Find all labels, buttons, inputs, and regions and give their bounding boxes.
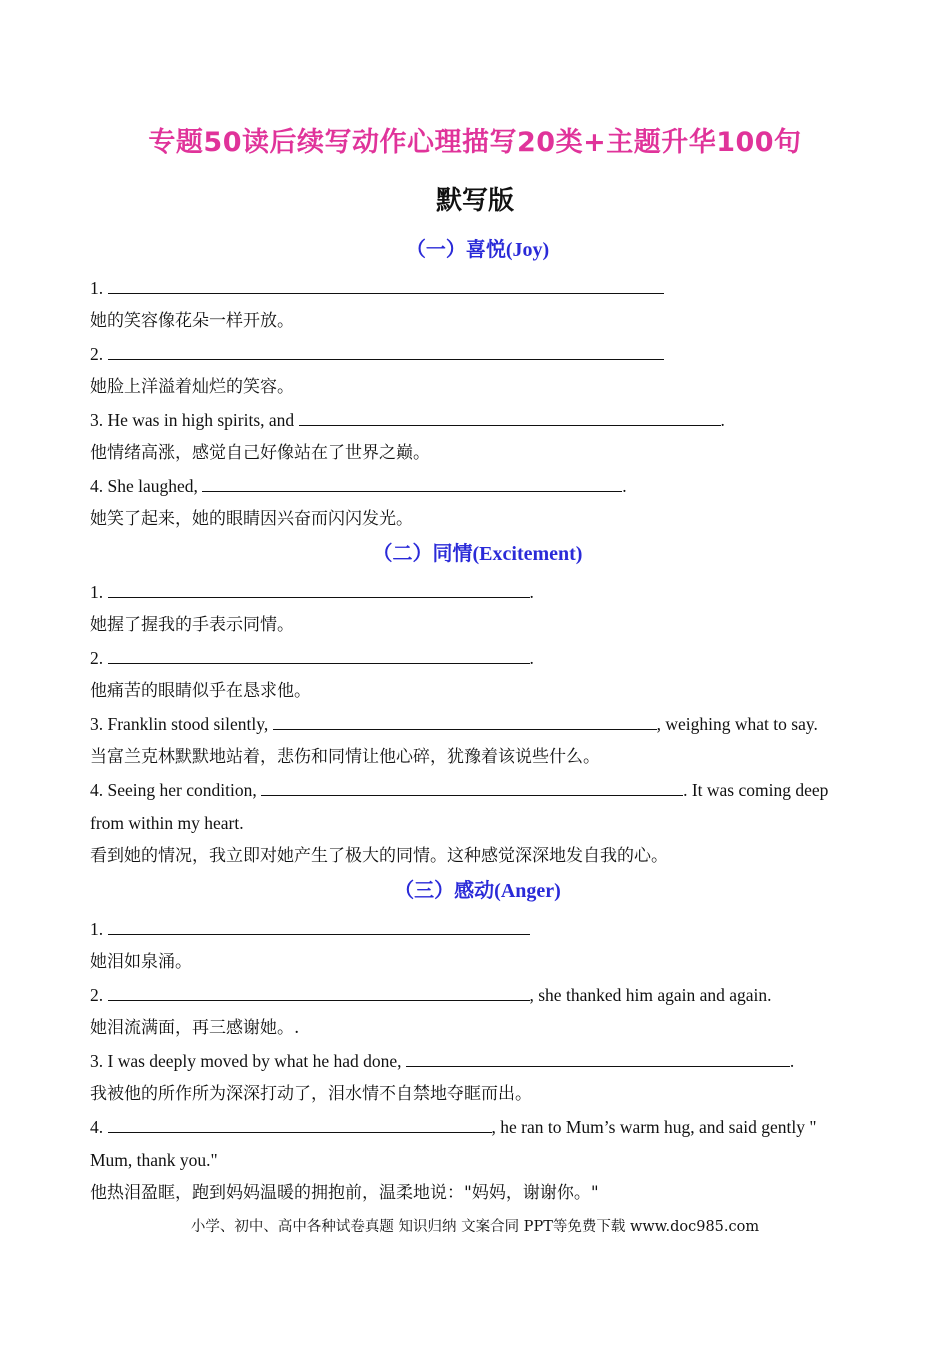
chinese-prompt: 她泪流满面，再三感谢她。. [90, 1018, 300, 1038]
answer-blank[interactable] [108, 1114, 492, 1133]
exercise-line-continuation: from within my heart. [90, 813, 244, 833]
answer-blank[interactable] [202, 473, 622, 492]
page-footer: 小学、初中、高中各种试卷真题 知识归纳 文案合同 PPT等免费下载 www.doc985.com [190, 1219, 760, 1235]
answer-blank[interactable] [108, 579, 530, 598]
answer-blank[interactable] [261, 777, 683, 796]
section-heading-sympathy: （二）同情(Excitement) [372, 541, 583, 565]
chinese-prompt: 她脸上洋溢着灿烂的笑容。 [90, 377, 294, 397]
exercise-line: 3. Franklin stood silently, , weighing what to say. [90, 708, 865, 741]
chinese-prompt: 他痛苦的眼睛似乎在恳求他。 [90, 681, 311, 701]
exercise-line: 2. , she thanked him again and again. [90, 979, 865, 1012]
answer-blank[interactable] [108, 341, 664, 360]
exercise-line: 3. I was deeply moved by what he had done, . [90, 1045, 865, 1078]
chinese-prompt: 我被他的所作所为深深打动了，泪水情不自禁地夺眶而出。 [90, 1084, 532, 1104]
document-title: 专题50读后续写动作心理描写20类+主题升华100句 [148, 127, 802, 158]
chinese-prompt: 他热泪盈眶，跑到妈妈温暖的拥抱前，温柔地说："妈妈，谢谢你。" [90, 1183, 599, 1203]
section-heading-joy: （一）喜悦(Joy) [405, 237, 550, 261]
chinese-prompt: 她笑了起来，她的眼睛因兴奋而闪闪发光。 [90, 509, 413, 529]
section-heading-moved: （三）感动(Anger) [394, 878, 561, 902]
answer-blank[interactable] [273, 711, 657, 730]
chinese-prompt: 她泪如泉涌。 [90, 952, 192, 972]
exercise-line: 1. . [90, 576, 865, 609]
answer-blank[interactable] [108, 645, 530, 664]
chinese-prompt: 她握了握我的手表示同情。 [90, 615, 294, 635]
exercise-line: 2. [90, 338, 865, 371]
answer-blank[interactable] [299, 407, 721, 426]
chinese-prompt: 她的笑容像花朵一样开放。 [90, 311, 294, 331]
chinese-prompt: 看到她的情况，我立即对她产生了极大的同情。这种感觉深深地发自我的心。 [90, 846, 668, 866]
answer-blank[interactable] [108, 275, 664, 294]
exercise-line: 4. She laughed, . [90, 470, 865, 503]
chinese-prompt: 当富兰克林默默地站着，悲伤和同情让他心碎，犹豫着该说些什么。 [90, 747, 600, 767]
exercise-line: 1. [90, 913, 865, 946]
exercise-line: 1. [90, 272, 865, 305]
exercise-line: 4. Seeing her condition, . It was coming deep [90, 774, 865, 807]
exercise-content [90, 232, 865, 1210]
answer-blank[interactable] [108, 982, 530, 1001]
answer-blank[interactable] [108, 916, 530, 935]
exercise-line: 3. He was in high spirits, and . [90, 404, 865, 437]
document-subtitle: 默写版 [435, 186, 514, 216]
exercise-line: 4. , he ran to Mum’s warm hug, and said gently " [90, 1111, 865, 1144]
chinese-prompt: 他情绪高涨，感觉自己好像站在了世界之巅。 [90, 443, 430, 463]
exercise-line-continuation: Mum, thank you." [90, 1150, 218, 1170]
exercise-line: 2. . [90, 642, 865, 675]
answer-blank[interactable] [406, 1048, 790, 1067]
